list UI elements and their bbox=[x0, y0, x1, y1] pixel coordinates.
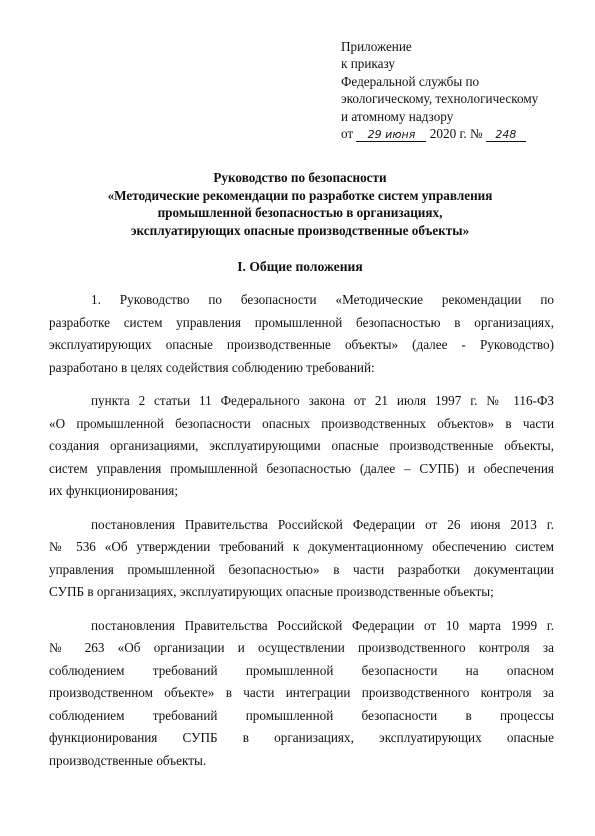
text-line: пункта 2 статьи 11 Федерального закона от 21 июля 1997 г. № 116-ФЗ bbox=[91, 393, 554, 408]
text-line: функционирования СУПБ в организациях, эксплуатирующих опасные bbox=[49, 730, 554, 745]
text-line: производственном объекте» в части интеграции производственного контроля за bbox=[49, 685, 554, 700]
appendix-line: Приложение bbox=[341, 39, 412, 54]
order-date-line bbox=[341, 125, 581, 142]
paragraph bbox=[49, 615, 554, 773]
text-line: постановления Правительства Российской Федерации от 26 июня 2013 г. bbox=[91, 516, 554, 532]
text-line: № 263 «Об организации и осуществлении производственного контроля за bbox=[49, 640, 554, 655]
text-line: «О промышленной безопасности опасных производственных объектов» в части bbox=[49, 415, 554, 431]
appendix-line: Федеральной службы по bbox=[341, 73, 480, 89]
text-line: систем управления промышленной безопасностью (далее – СУПБ) и обеспечения bbox=[49, 460, 554, 476]
text-line: СУПБ в организациях, эксплуатирующих опасные производственные объекты; bbox=[49, 584, 494, 599]
title-line: Руководство по безопасности bbox=[213, 170, 387, 185]
text-line: разработано в целях содействия соблюдению требований: bbox=[49, 359, 375, 375]
appendix-line: и атомному надзору bbox=[341, 108, 454, 124]
text-line: разработке систем управления промышленной безопасностью в организациях, bbox=[49, 314, 554, 330]
text-line: № 536 «Об утверждении требований к документационному обеспечению систем bbox=[49, 539, 554, 554]
appendix-block bbox=[341, 38, 581, 142]
title-line: эксплуатирующих опасные производственные объекты» bbox=[130, 222, 470, 238]
document-title bbox=[40, 169, 560, 239]
text-line: постановления Правительства Российской Федерации от 10 марта 1999 г. bbox=[91, 617, 554, 633]
body-text bbox=[49, 289, 554, 783]
text-line: эксплуатирующих опасные производственные объекты» (далее - Руководство) bbox=[49, 337, 554, 352]
title-line: промышленной безопасностью в организациях, bbox=[157, 205, 443, 221]
paragraph bbox=[49, 289, 554, 379]
text-line: их функционирования; bbox=[49, 483, 178, 498]
paragraph bbox=[49, 514, 554, 604]
text-line: производственные объекты. bbox=[49, 752, 207, 768]
text-line: соблюдением требований промышленной безопасности на опасном bbox=[49, 662, 554, 678]
handwritten-date: 29 июня bbox=[356, 128, 426, 142]
text-line: 1. Руководство по безопасности «Методические рекомендации по bbox=[91, 292, 554, 307]
appendix-line: к приказу bbox=[341, 56, 395, 72]
handwritten-number: 248 bbox=[486, 128, 526, 142]
section-heading: I. Общие положения bbox=[237, 259, 363, 274]
year-text: 2020 г. № bbox=[429, 126, 483, 142]
title-line: «Методические рекомендации по разработке систем управления bbox=[107, 187, 493, 203]
text-line: управления промышленной безопасностью» в части разработки документации bbox=[49, 561, 554, 577]
appendix-line: экологическому, технологическому bbox=[341, 91, 539, 107]
text-line: создания организациями, эксплуатирующими опасные производственные объекты, bbox=[49, 438, 554, 453]
paragraph bbox=[49, 390, 554, 503]
date-prefix: от bbox=[341, 126, 354, 142]
text-line: соблюдением требований промышленной безопасности в процессы bbox=[49, 707, 554, 723]
